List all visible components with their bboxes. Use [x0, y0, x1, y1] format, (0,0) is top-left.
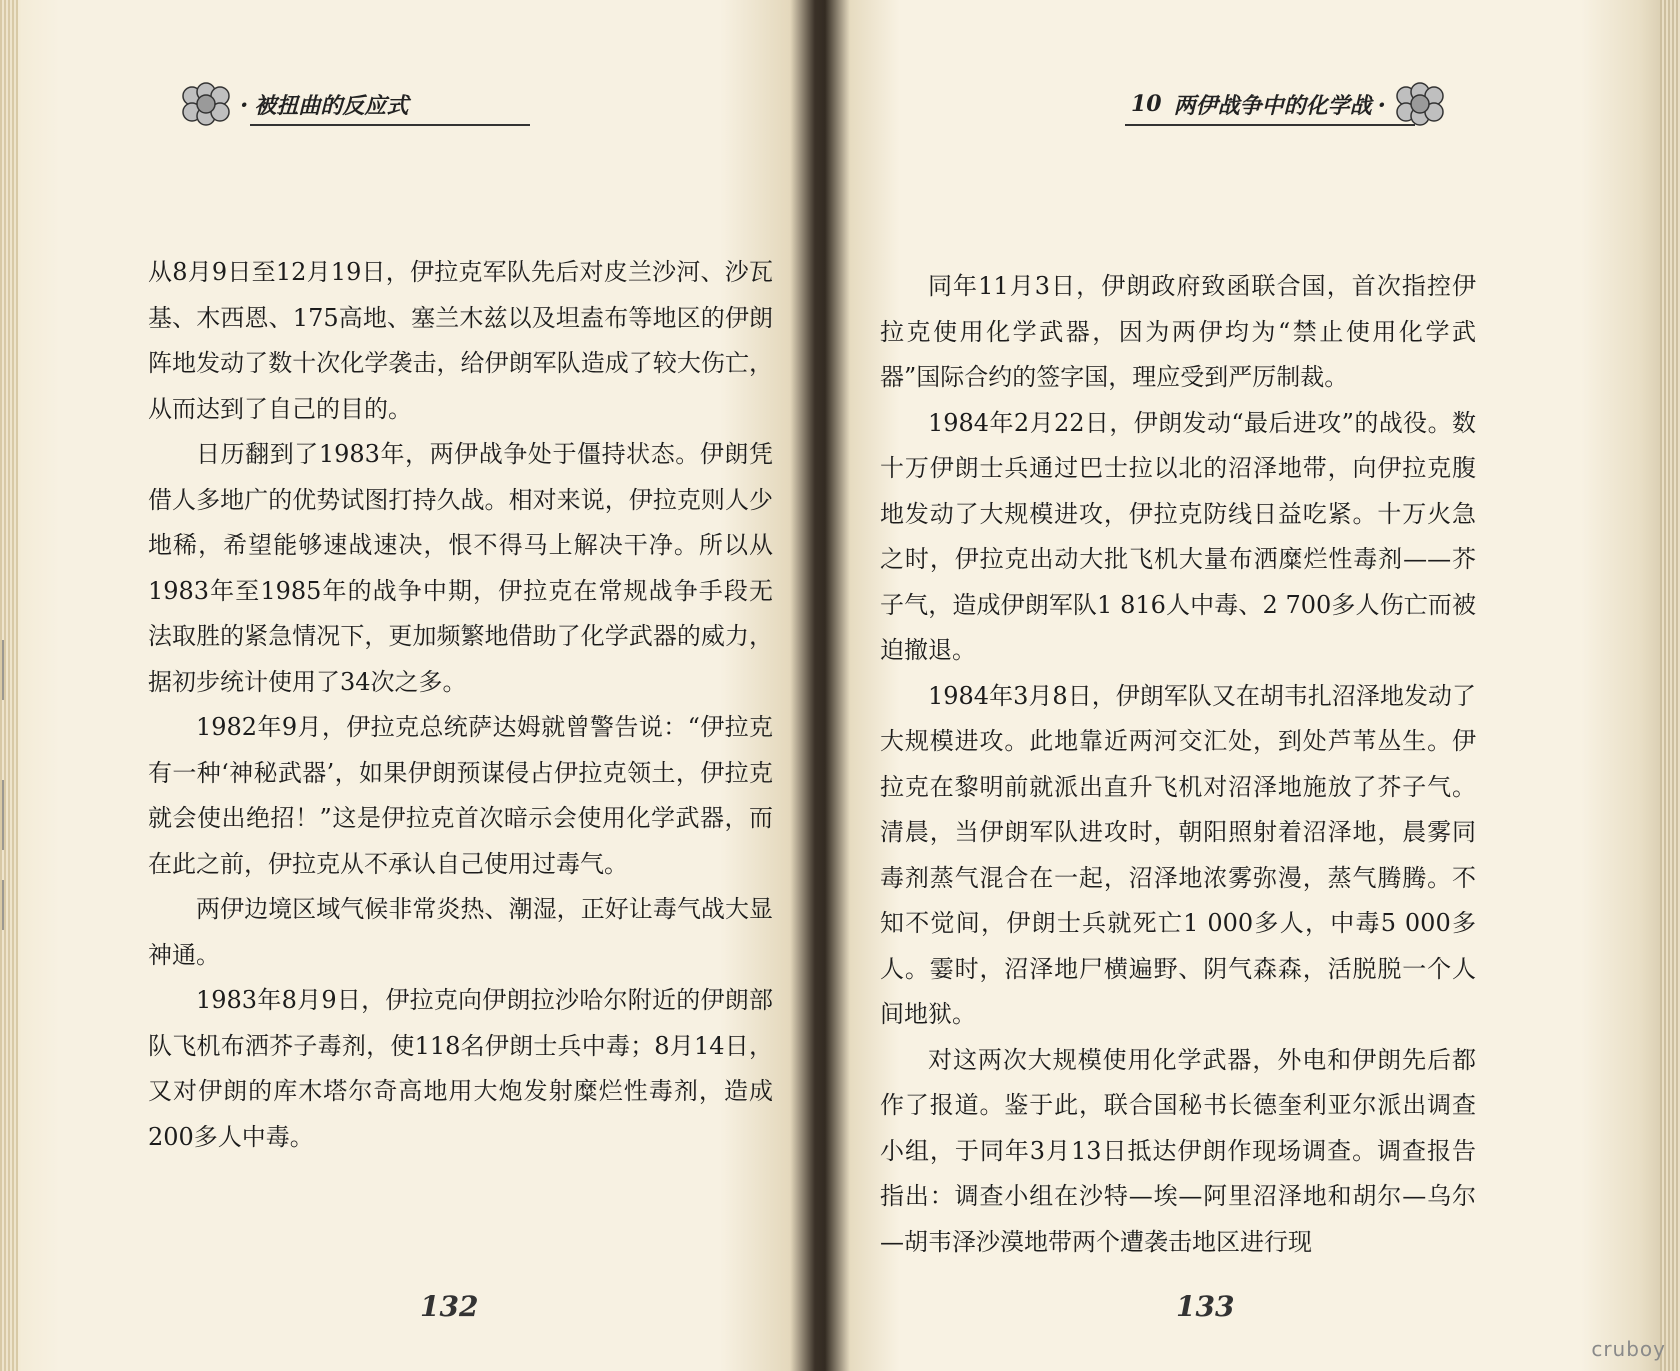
paragraph: 日历翻到了1983年，两伊战争处于僵持状态。伊朗凭借人多地广的优势试图打持久战。相对来说，伊拉克则人少地稀，希望能够速战速决，恨不得马上解决干净。所以从1983年至1985年的战争中期，伊拉克在常规战争手段无法取胜的紧急情况下，更加频繁地借助了化学武器的威力，据初步统计使用了34次之多。	[148, 440, 773, 696]
running-header	[1131, 80, 1448, 128]
paragraph: 1982年9月，伊拉克总统萨达姆就曾警告说：“伊拉克有一种‘神秘武器’，如果伊朗预谋侵占伊拉克领土，伊拉克就会使出绝招！”这是伊拉克首次暗示会使用化学武器，而在此之前，伊拉克从不承认自己使用过毒气。	[148, 713, 773, 878]
running-header	[178, 80, 408, 128]
page-number: 133	[1176, 1290, 1235, 1323]
molecule-icon	[1392, 80, 1448, 128]
header-rule	[250, 124, 530, 126]
right-page	[820, 0, 1680, 1371]
paragraph: 两伊边境区域气候非常炎热、潮湿，正好让毒气战大显神通。	[148, 895, 773, 969]
body-text	[880, 264, 1476, 1265]
header-title: 被扭曲的反应式	[254, 92, 409, 119]
watermark: cruboy	[1591, 1337, 1666, 1361]
header-title: 两伊战争中的化学战	[1173, 92, 1372, 119]
paragraph: 对这两次大规模使用化学武器，外电和伊朗先后都作了报道。鉴于此，联合国秘书长德奎利亚尔派出调查小组，于同年3月13日抵达伊朗作现场调查。调查报告指出：调查小组在沙特—埃—阿里沼泽地和胡尔—乌尔—胡韦泽沙漠地带两个遭袭击地区进行现	[880, 1045, 1476, 1256]
paragraph: 从8月9日至12月19日，伊拉克军队先后对皮兰沙河、沙瓦基、木西恩、175高地、塞兰木兹以及坦盍布等地区的伊朗阵地发动了数十次化学袭击，给伊朗军队造成了较大伤亡，从而达到了自己的目的。	[148, 258, 773, 423]
body-text	[148, 250, 773, 1160]
left-page	[0, 0, 820, 1371]
paragraph: 1984年3月8日，伊朗军队又在胡韦扎沼泽地发动了大规模进攻。此地靠近两河交汇处，到处芦苇丛生。伊拉克在黎明前就派出直升飞机对沼泽地施放了芥子气。清晨，当伊朗军队进攻时，朝阳照射着沼泽地，晨雾同毒剂蒸气混合在一起，沼泽地浓雾弥漫，蒸气腾腾。不知不觉间，伊朗士兵就死亡1 000多人，中毒5 000多人。霎时，沼泽地尸横遍野、阴气森森，活脱脱一个人间地狱。	[880, 681, 1476, 1028]
paragraph: 1984年2月22日，伊朗发动“最后进攻”的战役。数十万伊朗士兵通过巴士拉以北的沼泽地带，向伊拉克腹地发动了大规模进攻，伊拉克防线日益吃紧。十万火急之时，伊拉克出动大批飞机大量布洒糜烂性毒剂——芥子气，造成伊朗军队1 816人中毒、2 700多人伤亡而被迫撤退。	[880, 408, 1476, 664]
page-number: 132	[420, 1290, 479, 1323]
paragraph: 1983年8月9日，伊拉克向伊朗拉沙哈尔附近的伊朗部队飞机布洒芥子毒剂，使118名伊朗士兵中毒；8月14日，又对伊朗的库木塔尔奇高地用大炮发射糜烂性毒剂，造成200多人中毒。	[148, 986, 773, 1151]
header-rule	[1125, 124, 1415, 126]
header-dot: ·	[1377, 89, 1386, 119]
molecule-icon	[178, 80, 234, 128]
header-dot: ·	[240, 89, 249, 119]
paragraph: 同年11月3日，伊朗政府致函联合国，首次指控伊拉克使用化学武器，因为两伊均为“禁止使用化学武器”国际合约的签字国，理应受到严厉制裁。	[880, 272, 1476, 391]
header-chapter-number: 10	[1131, 91, 1162, 117]
